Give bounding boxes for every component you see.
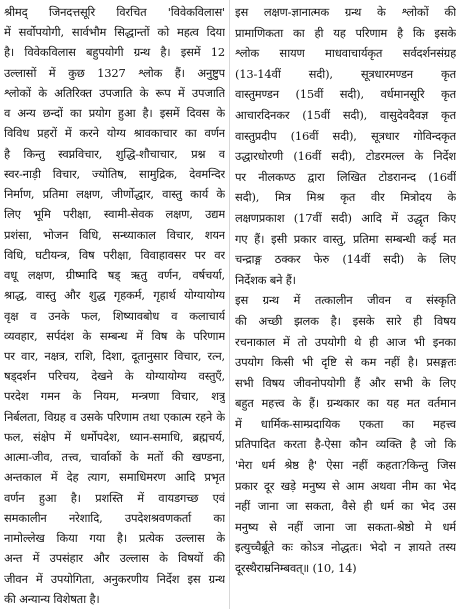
text-column-right bbox=[235, 2, 456, 609]
text-column-left bbox=[4, 2, 225, 609]
text-line: निर्बलता, विग्रह व उसके परिणाम तथा एकात्म रहने के bbox=[4, 409, 225, 424]
text-line: वृक्ष व उनके फल, शिष्यावबोध व कलाचार्य bbox=[4, 308, 225, 323]
text-line: नामोल्लेख किया गया है। प्रत्येक उल्लास के bbox=[4, 531, 225, 546]
text-line: चन्द्राङ्ग ठक्कर फेरु (14वीं सदी) के लिए bbox=[235, 252, 456, 267]
text-line: में सर्वोपयोगी, सार्वभौम सिद्धान्तों को महत्व दिया bbox=[4, 25, 225, 40]
text-line: पर नीलकण्ठ द्वारा लिखित टोडरानन्द (16वीं bbox=[235, 169, 456, 184]
text-line: गए हैं। इसी प्रकार वास्तु, प्रतिमा सम्बन्धी कई मत bbox=[235, 231, 456, 246]
text-line: नहीं जाना जा सकता, वैसे ही धर्म का भेद उस bbox=[235, 499, 456, 514]
text-line: आचारदिनकर (15वीं सदी), वासुदेवदैवज्ञ कृत bbox=[235, 107, 456, 122]
text-line: प्रकार दूर खड़े मनुष्य से आम अथवा नीम का भेद bbox=[235, 478, 456, 493]
text-line: की अन्यान्य विशेषता है। bbox=[4, 591, 100, 606]
text-line: स्वर-नाड़ी विचार, ज्योतिष, सामुद्रिक, देवमन्दिर bbox=[4, 166, 225, 181]
text-line: समकालीन नरेशादि, उपदेशश्रवणकर्ता का bbox=[4, 510, 225, 525]
text-line: व्यवहार, सर्पदंश के सम्बन्ध में विष के परिणाम bbox=[4, 328, 225, 343]
text-line: इस लक्षण-ज्ञानात्मक ग्रन्थ के श्लोकों की bbox=[235, 5, 456, 19]
text-line: उपयोग किसी भी दृष्टि से कम नहीं है। प्रसङ्गतः bbox=[235, 355, 456, 370]
text-line: 'मेरा धर्म श्रेष्ठ है' ऐसा नहीं कहता?किन्तु जिस bbox=[235, 458, 456, 473]
text-line: वास्तुप्रदीप (16वीं सदी), सूत्रधार गोविन्दकृत bbox=[235, 128, 456, 143]
text-line: लक्षणप्रकाश (17वीं सदी) आदि में उद्धृत किए bbox=[235, 210, 456, 225]
text-line: प्रामाणिकता का ही यह परिणाम है कि इसके bbox=[235, 25, 456, 40]
text-line: प्रशंसा, भोजन विधि, सन्ध्याकाल विचार, शयन bbox=[4, 227, 225, 242]
text-line: षड्दर्शन परिचय, देखने के योग्यायोग्य वस्तुएँ, bbox=[4, 369, 225, 384]
text-line: की अच्छी झलक है। इसके सारे ही विषय bbox=[235, 313, 456, 328]
text-line: लिए भूमि परीक्षा, स्वामी-सेवक लक्षण, उद्यम bbox=[4, 207, 225, 222]
column-divider bbox=[229, 0, 230, 609]
text-line: अन्तकाल में देह त्याग, समाधिमरण आदि प्रभृत bbox=[4, 470, 225, 485]
text-line: अन्त में उपसंहार और उल्लास के विषयों की bbox=[4, 551, 225, 566]
text-line: निर्माण, प्रतिमा लक्षण, जीर्णोद्धार, वास्तु कार्य के bbox=[4, 187, 225, 202]
text-line: परदेश गमन के नियम, मन्त्रणा विचार, शत्रु bbox=[4, 389, 225, 404]
text-line: श्लोक सायण माधवाचार्यकृत सर्वदर्शनसंग्रह bbox=[235, 46, 456, 61]
text-line: वर्णन हुआ है। प्रशस्ति में वायडगच्छ एवं bbox=[4, 490, 225, 505]
text-line: वास्तुमण्डन (15वीं सदी), वर्धमानसूरि कृत bbox=[235, 87, 456, 102]
text-line: फल, संक्षेप में धर्मोपदेश, ध्यान-समाधि, ब्रह्मचर्य, bbox=[4, 429, 225, 444]
text-line: में धार्मिक-साम्प्रदायिक एकता का महत्त्व bbox=[235, 416, 456, 431]
text-line: सभी विषय जीवनोपयोगी हैं और सभी के लिए bbox=[235, 375, 456, 390]
text-line: सदी), मित्र मिश्र कृत वीर मित्रोदय के bbox=[235, 190, 456, 205]
text-line: विविध प्रहरों में करने योग्य श्रावकाचार का वर्णन bbox=[4, 126, 225, 141]
text-line: इस ग्रन्थ में तत्कालीन जीवन व संस्कृति bbox=[235, 293, 456, 308]
text-line: विधि, घटीयन्त्र, विष परीक्षा, विवाहावसर पर वर bbox=[4, 247, 225, 262]
text-line: रचनाकाल में तो उपयोगी थे ही आज भी इनका bbox=[235, 334, 456, 349]
text-line: बहुत महत्त्व के हैं। ग्रन्थकार का यह मत वर्तमान bbox=[235, 396, 456, 411]
text-line: है। विवेकविलास बहुपयोगी ग्रन्थ है। इसमें 12 bbox=[4, 45, 225, 60]
text-line: प्रतिपादित करता है-ऐसा कौन व्यक्ति है जो कि bbox=[235, 437, 456, 452]
text-line: जीवन में उपयोगिता, अनुकरणीय निर्देश इस ग्रन्थ bbox=[4, 571, 225, 586]
text-line: इत्युच्चैर्ब्रूते कः कोऽत्र नोद्धतः। भेदो न ज्ञायते तस्य bbox=[235, 540, 456, 555]
text-line: निर्देशक बने हैं। bbox=[235, 272, 296, 287]
text-line: है किन्तु स्वप्नविचार, शुद्धि-शौचाचार, प्रश्न व bbox=[4, 146, 225, 161]
text-line: वधू लक्षण, ग्रीष्मादि षड् ऋतु वर्णन, वर्षचर्या, bbox=[4, 268, 225, 283]
text-line: श्रीमद् जिनदत्तसूरि विरचित 'विवेकविलास' bbox=[4, 5, 225, 19]
text-line: पर वार, नक्षत्र, राशि, दिशा, दूतानुसार विचार, रत्न, bbox=[4, 348, 225, 363]
text-line: श्लोकों के अतिरिक्त उपजाति के रूप में उपजाति bbox=[4, 85, 225, 100]
text-line: व अन्य छन्दों का प्रयोग हुआ है। इसमें दिवस के bbox=[4, 106, 225, 121]
text-line: उद्धारधोरणी (16वीं सदी), टोडरमल्ल के निर्देश bbox=[235, 149, 456, 164]
text-line: उल्लासों में कुछ 1327 श्लोक हैं। अनुष्टुप bbox=[4, 65, 225, 80]
text-line: आत्मा-जीव, तत्त्व, चार्वाकों के मतों की खण्डना, bbox=[4, 450, 225, 465]
text-line: दूरस्थैराम्रनिम्बवत्॥ (10, 14) bbox=[235, 561, 357, 576]
text-line: (13-14वीं सदी), सूत्रधारमण्डन कृत bbox=[235, 66, 456, 81]
text-line: श्राद्ध, वास्तु और शुद्ध गृहकर्म, गृहार्थ योग्यायोग्य bbox=[4, 288, 225, 303]
text-line: मनुष्य से नहीं जाना जा सकता-श्रेष्ठो मे धर्म bbox=[235, 519, 456, 534]
